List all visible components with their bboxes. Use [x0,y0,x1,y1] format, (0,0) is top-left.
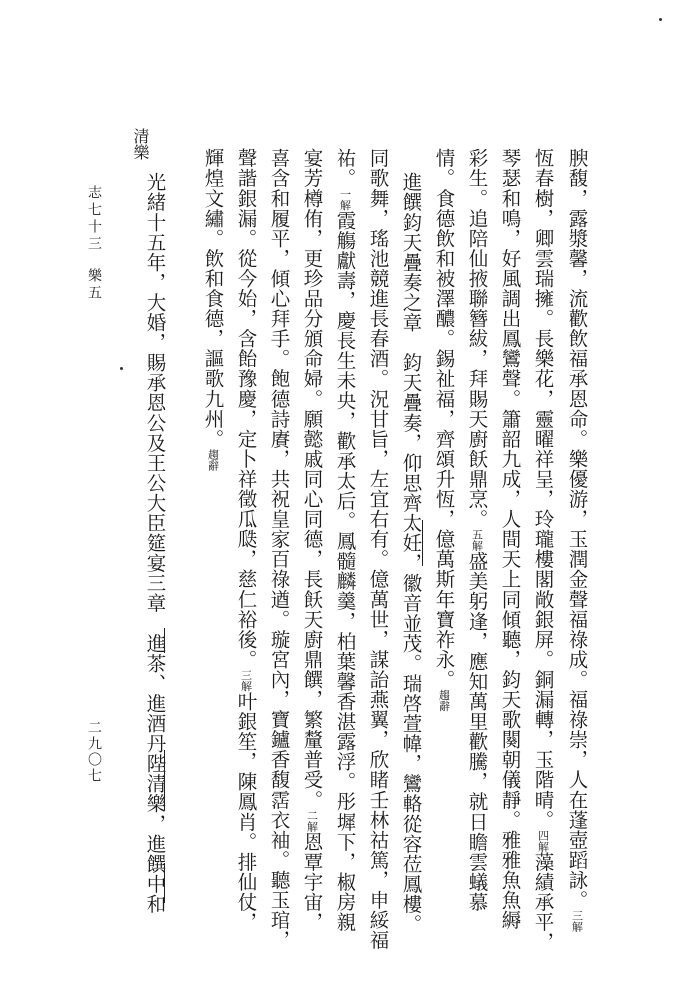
section-marker: 四解 [536,829,550,852]
print-speck [659,18,662,21]
name-underline [164,628,165,653]
name-underline [422,520,423,566]
section-marker: 五解 [470,528,484,551]
text-column-3: 琴瑟和鳴，好風調出鳳鸞聲。簫韶九成，人間天上同傾聽，鈞天歌闋朝儀靜。雅雅魚魚縟 [498,148,522,930]
text-column-7: 同歌舞，瑤池競進長春酒。況甘旨，左宜右有。億萬世，謀詒燕翼，欣睹壬林祜篤，申綏福 [366,148,390,950]
section-marker: 一解 [338,188,352,211]
text-column-13: 光緒十五年，大婚，賜承恩公及王公大臣筵宴三章 進茶、進酒丹陛清樂，進饌中和 [143,172,167,914]
section-marker: 三解 [239,669,253,692]
section-marker: 二解 [305,809,319,832]
text-column-4: 彩生。追陪仙掖聯簪紱，拜賜天廚飫鼎烹。五解盛美躬逢，應知萬里歡騰，就日瞻雲蟻慕 [465,148,489,912]
section-marker: 三解 [570,909,584,932]
section-marker: 趨辭 [206,448,220,471]
text-column-2: 恆春樹，卿雲瑞擁。長樂花，靈曜祥呈，玲瓏樓閣敞銀屏。銅漏轉，玉階晴。四解藻績承平， [531,148,555,952]
text-column-10: 喜含和履平，傾心拜手。飽德詩賡，共祝皇家百祿遒。璇宮內，寶鑪香馥霑衣袖。聽玉琯， [267,148,291,950]
text-column-5: 情。食德飲和被澤醲。錫祉福，齊頌升恆，億萬斯年寶祚永。趨辭 [432,148,456,712]
text-column-11: 聲諧銀漏。從今始，含飴豫慶，定卜祥徵瓜瓞，慈仁裕後。三解叶銀笙，陳鳳肖。排仙仗， [234,148,258,932]
print-speck [120,367,123,370]
name-underline [164,863,165,903]
text-column-8: 祐。一解霞觴獻壽，慶長生未央，歡承太后。鳳髓麟羹，柏葉馨香湛露浮。彤墀下，椒房親 [333,148,357,932]
section-header: 樂五 [86,268,102,302]
text-column-12: 輝煌文繡。飲和食德，謳歌九州。趨辭 [201,148,225,471]
name-underline [164,750,165,810]
text-column-1: 腴馥，露漿馨，流歡飲福承恩命。樂優游，玉潤金聲福祿成。福祿崇，人在蓬壺蹈詠。三解 [565,148,589,932]
text-column-9: 宴芳樽侑，更珍品分頒命婦。願懿戚同心同德，長飫天廚鼎饌，繁釐普受。二解恩覃宇宙， [300,148,324,932]
section-marker: 趨辭 [437,689,451,712]
text-column-6: 進饌鈞天疊奏之章 鈞天疊奏，仰思齊太妊，徽音並茂。瑞啓萱幃，鸞輅從容莅鳳樓。 [399,172,423,934]
page-number: 二九〇七 [86,720,102,784]
volume-header: 志七十三 [86,185,102,253]
side-note: 清樂 [131,128,150,160]
